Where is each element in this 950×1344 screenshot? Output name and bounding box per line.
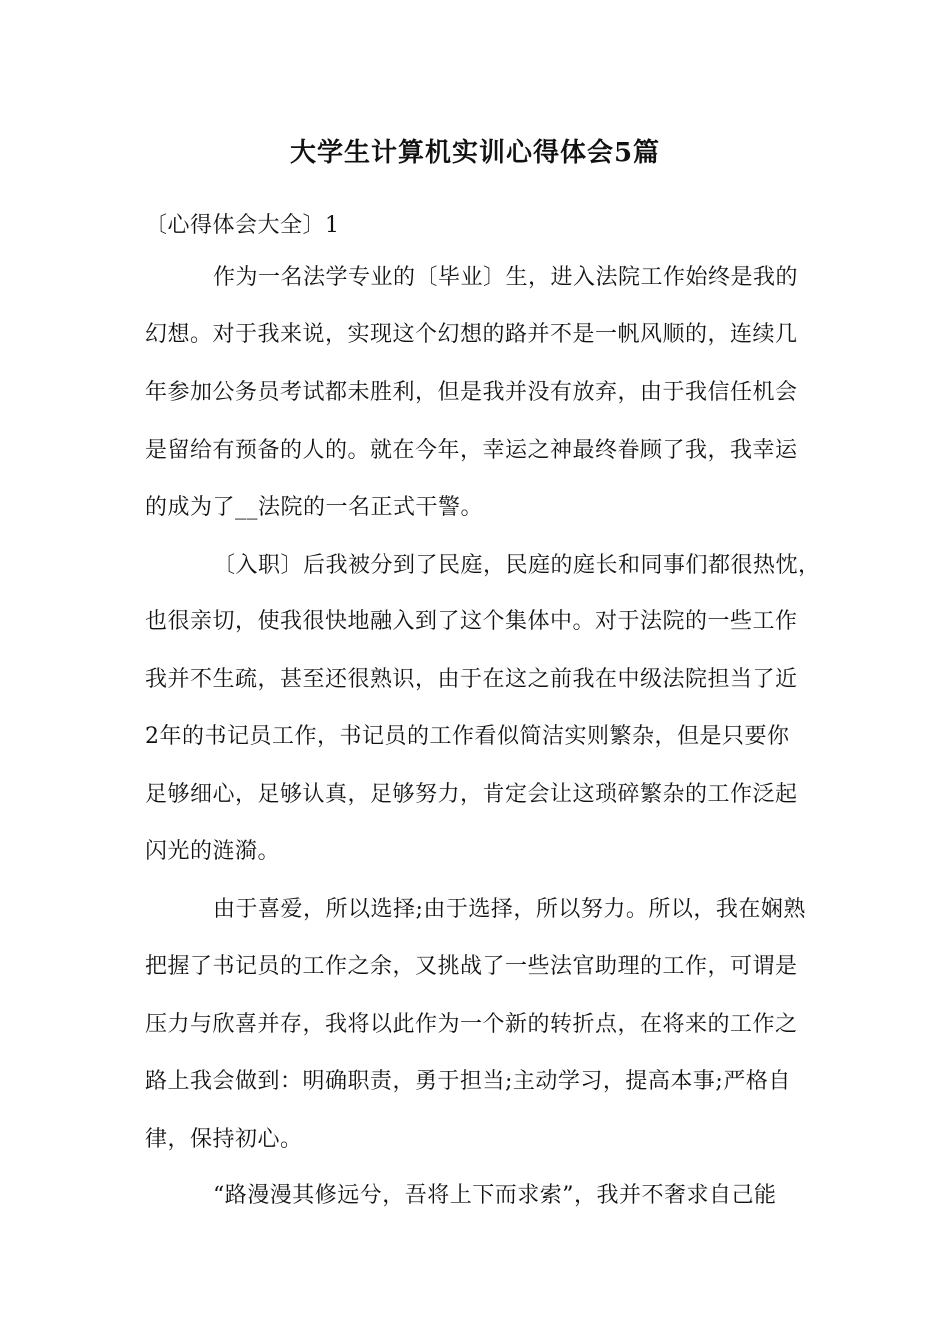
document-title: 大学生计算机实训心得体会5篇 — [289, 138, 661, 168]
paragraph-line: 压力与欣喜并存，我将以此作为一个新的转折点，在将来的工作之 — [145, 1012, 798, 1037]
paragraph-line: 闪光的涟漪。 — [145, 839, 281, 864]
paragraph-line: 律，保持初心。 — [145, 1127, 303, 1152]
paragraph-line: 〔入职〕后我被分到了民庭，民庭的庭长和同事们都很热忱， — [213, 553, 821, 578]
paragraph-line: “路漫漫其修远兮，吾将上下而求索”，我并不奢求自己能 — [213, 1183, 777, 1208]
paragraph-line: 路上我会做到：明确职责，勇于担当;主动学习，提高本事;严格自 — [145, 1069, 791, 1094]
paragraph-line: 幻想。对于我来说，实现这个幻想的路并不是一帆风顺的，连续几 — [145, 322, 798, 347]
section-heading: 〔心得体会大全〕1 — [145, 213, 340, 238]
paragraph-line: 是留给有预备的人的。就在今年，幸运之神最终眷顾了我，我幸运 — [145, 438, 798, 463]
paragraph-line: 的成为了__法院的一名正式干警。 — [145, 495, 484, 520]
paragraph-line: 2年的书记员工作，书记员的工作看似简洁实则繁杂，但是只要你 — [145, 724, 790, 749]
paragraph-line: 把握了书记员的工作之余，又挑战了一些法官助理的工作，可谓是 — [145, 954, 798, 979]
paragraph-line: 足够细心，足够认真，足够努力，肯定会让这琐碎繁杂的工作泛起 — [145, 782, 798, 807]
paragraph-line: 由于喜爱，所以选择;由于选择，所以努力。所以，我在娴熟 — [213, 897, 806, 922]
paragraph-line: 年参加公务员考试都未胜利，但是我并没有放弃，由于我信任机会 — [145, 380, 798, 405]
paragraph-line: 作为一名法学专业的〔毕业〕生，进入法院工作始终是我的 — [213, 265, 799, 290]
paragraph-line: 也很亲切，使我很快地融入到了这个集体中。对于法院的一些工作 — [145, 609, 798, 634]
paragraph-line: 我并不生疏，甚至还很熟识，由于在这之前我在中级法院担当了近 — [145, 667, 798, 692]
